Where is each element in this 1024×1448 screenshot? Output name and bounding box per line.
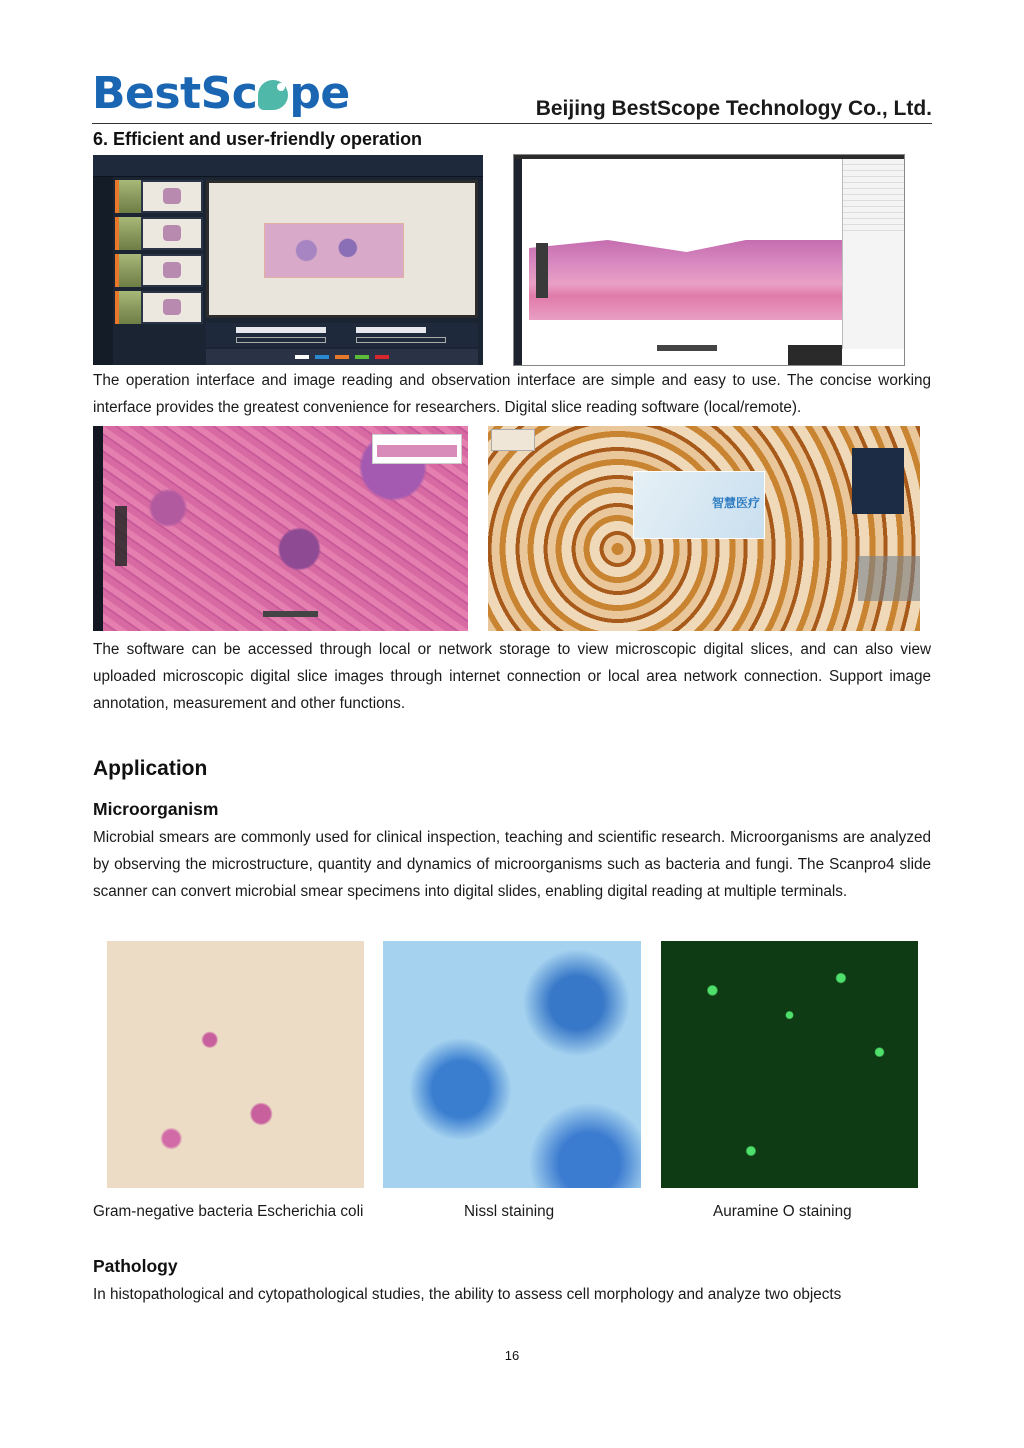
minimap bbox=[788, 345, 842, 365]
image-caption: Nissl staining bbox=[464, 1203, 555, 1220]
pathology-heading: Pathology bbox=[93, 1256, 178, 1276]
tissue-region bbox=[264, 223, 404, 278]
zoom-controls bbox=[657, 345, 717, 351]
image-caption: Gram-negative bacteria Escherichia coli bbox=[93, 1203, 364, 1220]
paragraph: In histopathological and cytopathological studies, the ability to assess cell morphology and analyze two objects bbox=[93, 1286, 842, 1303]
color-legend bbox=[206, 349, 478, 365]
annotation-toolbar bbox=[115, 506, 127, 566]
slide-thumbnail bbox=[115, 254, 203, 287]
slide-info-panel bbox=[852, 448, 904, 514]
paragraph: The software can be accessed through local or network storage to view microscopic digital slices, and can also view uploaded microscopic digital slice images through internet connection or local area network connection. Support image annotation, measurement and other functions. bbox=[93, 641, 931, 712]
left-rail bbox=[514, 159, 522, 365]
company-name: Beijing BestScope Technology Co., Ltd. bbox=[535, 97, 932, 120]
slide-thumbnail bbox=[115, 217, 203, 250]
file-list-panel bbox=[842, 159, 904, 349]
zoom-controls bbox=[263, 611, 318, 617]
application-heading: Application bbox=[93, 757, 208, 780]
logo-lens-icon bbox=[258, 80, 288, 110]
tissue-strip bbox=[529, 240, 844, 320]
section-heading: 6. Efficient and user-friendly operation bbox=[93, 129, 423, 149]
slide-reading-interface bbox=[513, 154, 905, 366]
left-rail bbox=[93, 177, 113, 365]
slide-preview bbox=[206, 180, 478, 318]
scanner-operation-interface bbox=[93, 155, 483, 365]
login-overlay: 智慧医疗 bbox=[633, 471, 765, 539]
bestscope-logo: BestSc pe bbox=[92, 68, 350, 119]
auramine-o-staining-image bbox=[661, 941, 918, 1188]
header-divider bbox=[92, 123, 932, 124]
slide-thumbnail bbox=[115, 291, 203, 324]
annotation-toolbar bbox=[536, 243, 548, 298]
image-caption: Auramine O staining bbox=[713, 1203, 852, 1220]
overview-inset bbox=[372, 434, 462, 464]
slide-thumbnail-list bbox=[115, 180, 203, 343]
slide-info-form bbox=[206, 323, 478, 347]
page-number: 16 bbox=[504, 1348, 520, 1363]
paragraph: The operation interface and image reading and observation interface are simple and easy to use. The concise working interface provides the greatest convenience for researchers. Digital slice reading software (local/remote). bbox=[93, 372, 931, 416]
ihc-remote-viewer bbox=[488, 426, 920, 631]
navigator-panel bbox=[858, 556, 920, 601]
slide-thumbnail bbox=[115, 180, 203, 213]
microorganism-heading: Microorganism bbox=[93, 799, 219, 819]
gram-negative-ecoli-image bbox=[107, 941, 364, 1188]
nissl-staining-image bbox=[383, 941, 641, 1188]
he-high-magnification bbox=[93, 426, 468, 631]
app-toolbar bbox=[93, 155, 483, 177]
overview-inset bbox=[491, 429, 535, 451]
left-rail bbox=[93, 426, 103, 631]
paragraph: Microbial smears are commonly used for clinical inspection, teaching and scientific research. Microorganisms are analyzed by observing the microstructure, quantity and dynamics of microorganisms such as bacteria and fungi. The Scanpro4 slide scanner can convert microbial smear specimens into digital slides, enabling digital reading at multiple terminals. bbox=[93, 829, 931, 900]
